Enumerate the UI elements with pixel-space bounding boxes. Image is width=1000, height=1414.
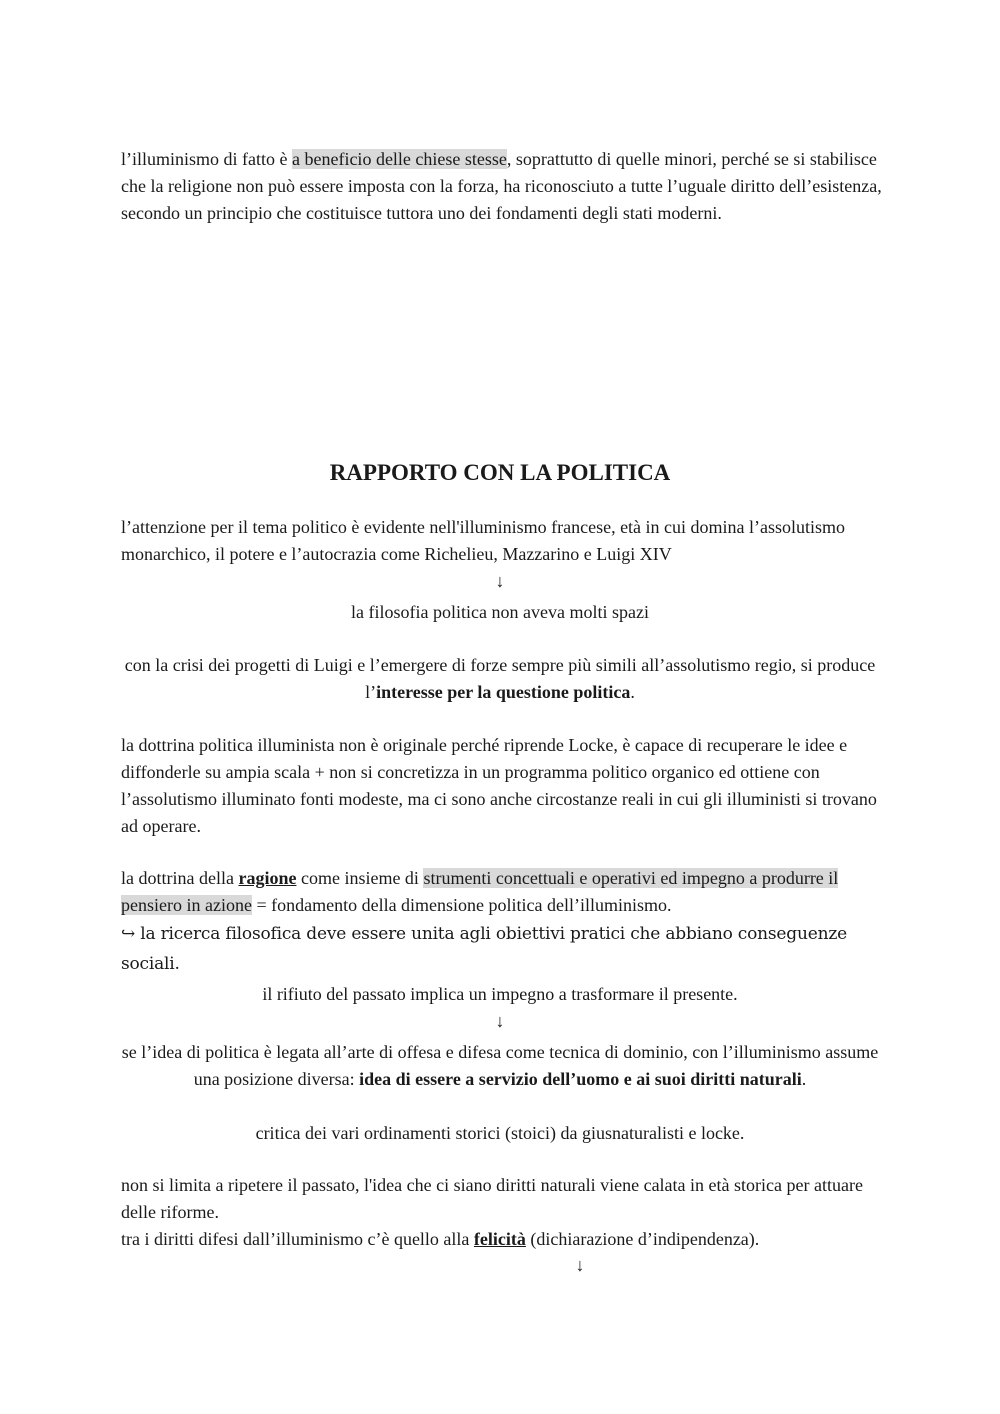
bold-underlined-text: ragione — [238, 868, 297, 888]
centered-line-philosophy: la filosofia politica non aveva molti spazi — [351, 602, 649, 622]
text-segment: l’illuminismo di fatto è — [121, 149, 292, 169]
text-segment: (dichiarazione d’indipendenza). — [525, 1229, 760, 1249]
highlighted-text: a beneficio delle chiese stesse — [291, 149, 507, 169]
centered-line-rejection: il rifiuto del passato implica un impegno a trasformare il presente. — [262, 984, 738, 1004]
paragraph-reforms: non si limita a ripetere il passato, l'idea che ci siano diritti naturali viene calata in età storica per attuare delle riforme. — [121, 1175, 863, 1222]
text-segment: , soprattutto di quelle minori, perché se si stabilisce che la religione non può essere imposta con la forza, ha riconosciuto a tutte l’uguale diritto dell’esistenza, secondo un principio che costituisce tuttora uno dei fondamenti degli stati moderni. — [121, 149, 882, 223]
bold-text: idea di essere a servizio dell’uomo e ai suoi diritti naturali — [359, 1069, 802, 1089]
text-segment: con la crisi dei progetti di Luigi e l’emergere di forze sempre più simili all’assolutismo regio, si produce l’ — [124, 655, 876, 702]
text-segment: tra i diritti difesi dall’illuminismo c’è quello alla — [121, 1229, 474, 1249]
section-heading: RAPPORTO CON LA POLITICA — [329, 460, 671, 485]
centered-paragraph-politics — [120, 1039, 880, 1093]
centered-line-critique: critica dei vari ordinamenti storici (stoici) da giusnaturalisti e locke. — [255, 1123, 745, 1143]
paragraph-happiness — [121, 1226, 891, 1253]
paragraph-churches — [121, 146, 891, 227]
text-segment: . — [630, 682, 635, 702]
down-arrow: ↓ — [575, 1255, 585, 1275]
highlighted-text: strumenti concettuali e operativi ed impegno a produrre il pensiero in azione — [121, 868, 839, 915]
paragraph-doctrine: la dottrina politica illuminista non è originale perché riprende Locke, è capace di recuperare le idee e diffonderle su ampia scala + non si concretizza in un programma politico organico ed ottiene con l’assolutismo illuminato fonti modeste, ma ci sono anche circostanze reali in cui gli illuministi si trovano ad operare. — [121, 735, 877, 836]
paragraph-reason — [121, 865, 856, 919]
down-arrow: ↓ — [495, 1011, 505, 1031]
bold-text: interesse per la questione politica — [376, 682, 631, 702]
bold-underlined-text: felicità — [473, 1229, 526, 1249]
text-segment: se l’idea di politica è legata all’arte di offesa e difesa come tecnica di dominio, con l’illuminismo assume una posizione diversa: — [121, 1042, 879, 1089]
centered-paragraph-crisis — [115, 652, 885, 706]
paragraph-research: ↪ la ricerca filosofica deve essere unita agli obiettivi pratici che abbiano conseguenze sociali. — [121, 924, 847, 974]
text-segment: . — [801, 1069, 807, 1089]
text-segment: come insieme di — [296, 868, 424, 888]
text-segment: = fondamento della dimensione politica dell’illuminismo. — [251, 895, 672, 915]
text-segment: la dottrina della — [121, 868, 239, 888]
down-arrow: ↓ — [495, 571, 505, 591]
paragraph-political-theme: l’attenzione per il tema politico è evidente nell'illuminismo francese, età in cui domina l’assolutismo monarchico, il potere e l’autocrazia come Richelieu, Mazzarino e Luigi XIV — [121, 517, 846, 564]
